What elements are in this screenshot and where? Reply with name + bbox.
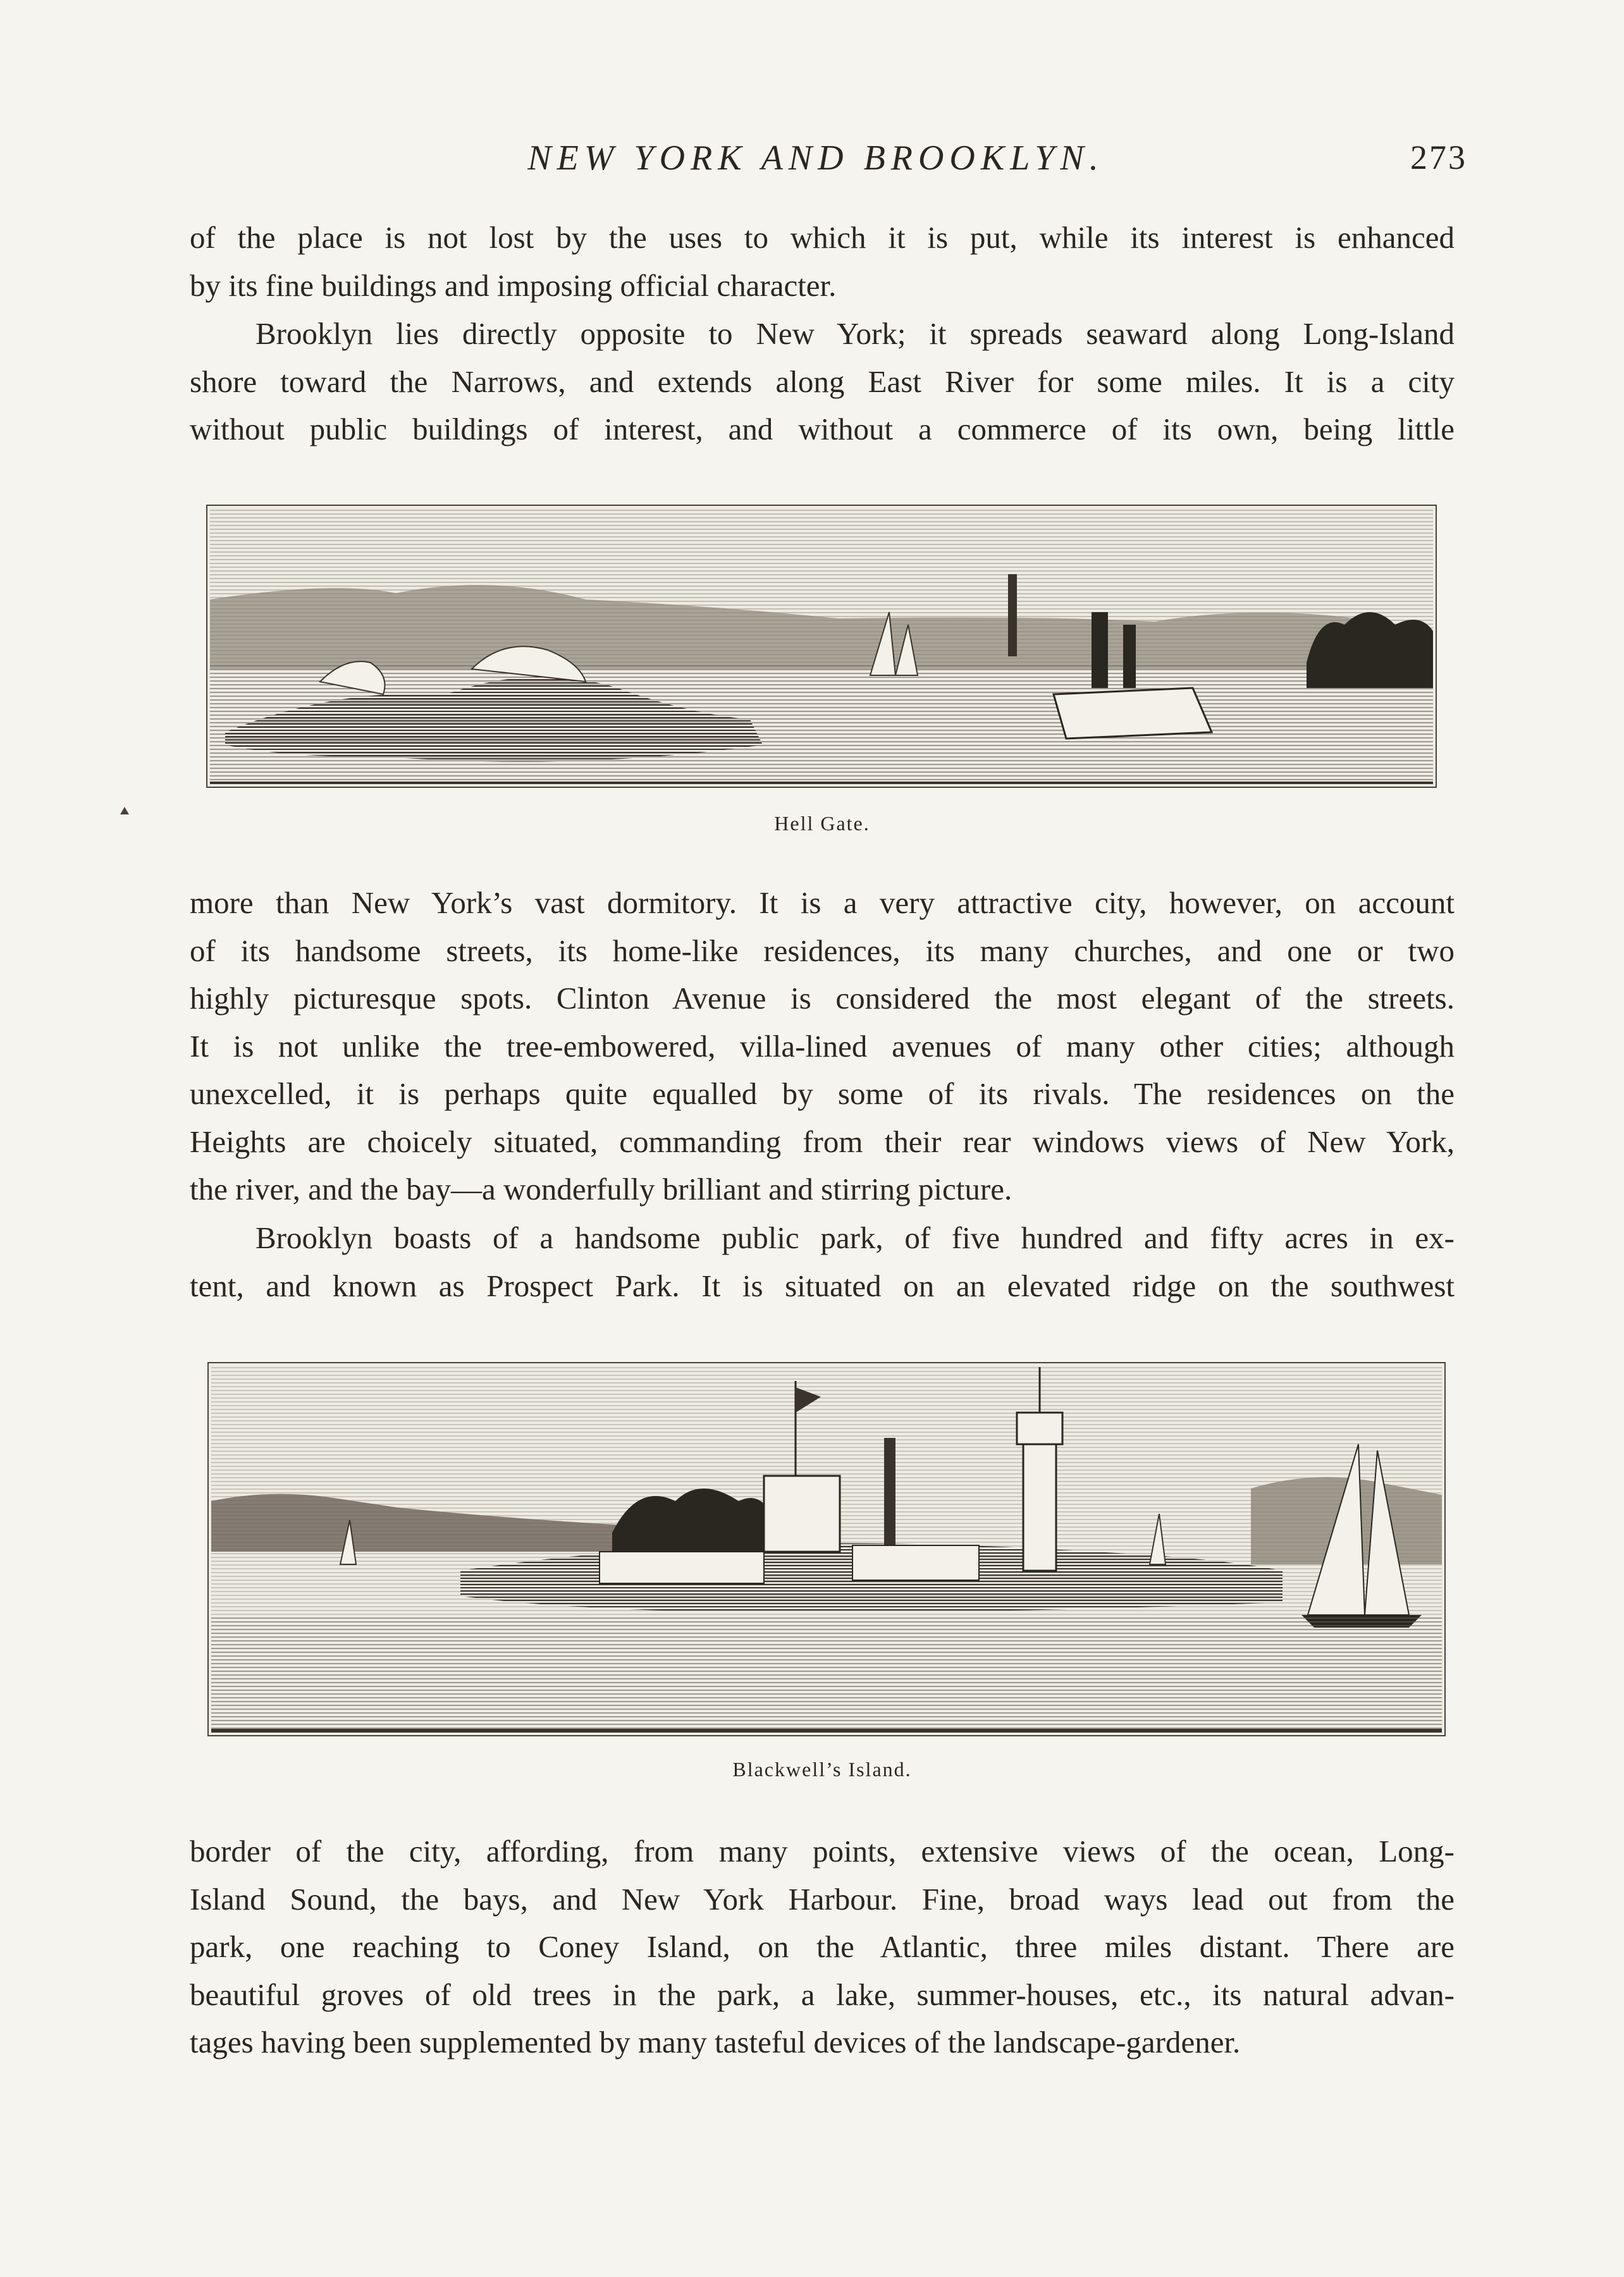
text-line: unexcelled, it is perhaps quite equalled by some of its rivals. The residences on the	[190, 1076, 1455, 1111]
text-line: tent, and known as Prospect Park. It is situated on an elevated ridge on the southwest	[190, 1268, 1455, 1303]
hell-gate-caption: Hell Gate.	[774, 812, 870, 835]
text-line: the river, and the bay—a wonderfully brilliant and stirring picture.	[190, 1172, 1012, 1206]
text-line: Island Sound, the bays, and New York Harbour. Fine, broad ways lead out from the	[190, 1881, 1455, 1917]
text-line: beautiful groves of old trees in the park, a lake, summer-houses, etc., its natural advan-	[190, 1977, 1455, 2012]
text-line: shore toward the Narrows, and extends along East River for some miles. It is a city	[190, 364, 1455, 399]
text-line: tages having been supplemented by many tasteful devices of the landscape-gardener.	[190, 2025, 1241, 2059]
ink-fleck	[120, 807, 129, 814]
running-title: NEW YORK AND BROOKLYN.	[527, 138, 1104, 178]
text-line: by its fine buildings and imposing official character.	[190, 267, 837, 303]
text-line: It is not unlike the tree-embowered, villa-lined avenues of many other cities; although	[190, 1028, 1455, 1064]
text-line: more than New York’s vast dormitory. It is a very attractive city, however, on account	[190, 885, 1455, 920]
text-line: Brooklyn boasts of a handsome public park, of five hundred and fifty acres in ex-	[255, 1220, 1455, 1255]
blackwells-island-caption: Blackwell’s Island.	[732, 1758, 912, 1781]
text-line: highly picturesque spots. Clinton Avenue is considered the most elegant of the streets.	[190, 981, 1455, 1016]
hell-gate-engraving	[206, 505, 1437, 788]
paragraph-1	[190, 214, 1455, 309]
text-line: border of the city, affording, from many points, extensive views of the ocean, Long-	[190, 1834, 1455, 1869]
text-line: without public buildings of interest, and without a commerce of its own, being little	[190, 412, 1455, 446]
text-line: Heights are choicely situated, commanding from their rear windows views of New York,	[190, 1124, 1455, 1159]
paragraph-2	[190, 310, 1455, 453]
text-line: Brooklyn lies directly opposite to New York; it spreads seaward along Long-Island	[255, 316, 1455, 351]
paragraph-4	[190, 1214, 1455, 1310]
page-number: 273	[1410, 138, 1467, 176]
text-line: of the place is not lost by the uses to which it is put, while its interest is enhanced	[190, 220, 1455, 255]
blackwells-island-engraving	[207, 1362, 1446, 1736]
paragraph-5	[190, 1827, 1455, 2066]
text-line: of its handsome streets, its home-like residences, its many churches, and one or two	[190, 933, 1455, 968]
paragraph-3	[190, 879, 1455, 1213]
text-line: park, one reaching to Coney Island, on the Atlantic, three miles distant. There are	[190, 1929, 1455, 1964]
